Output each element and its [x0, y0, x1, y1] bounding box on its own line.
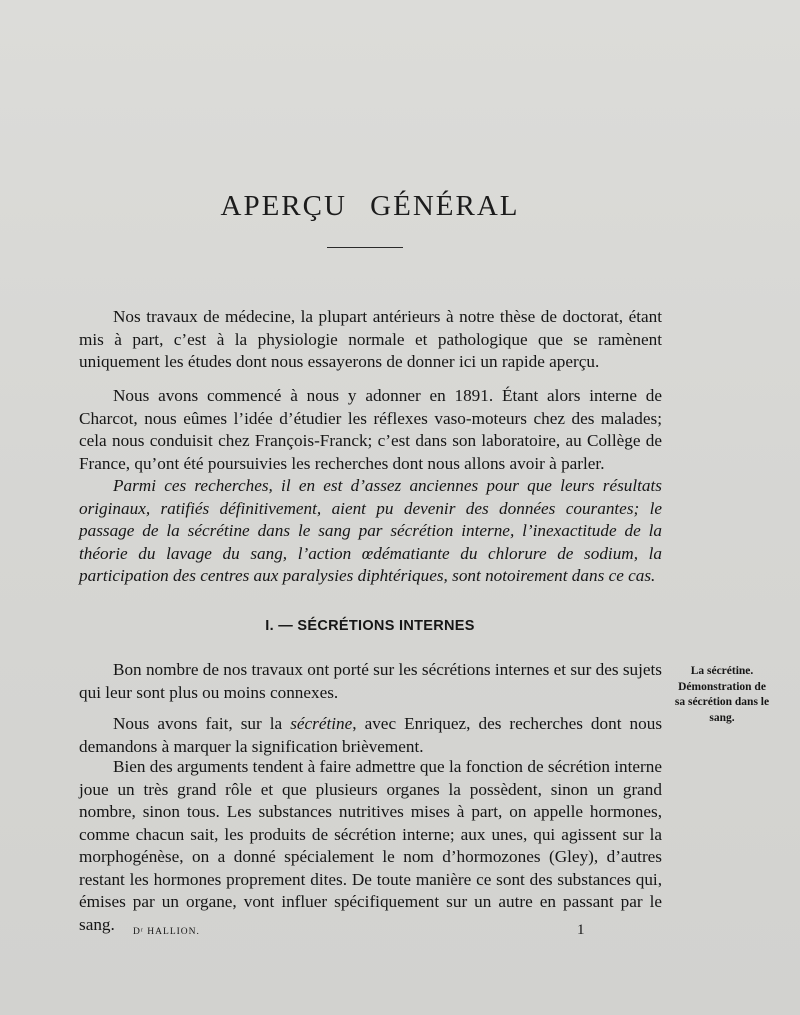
section-paragraph-2	[79, 713, 662, 758]
title-rule	[327, 247, 403, 248]
section-paragraph-1: Bon nombre de nos travaux ont porté sur les sécrétions internes et sur des sujets qui leur sont plus ou moins connexes.	[79, 660, 662, 702]
intro-paragraph-3: Parmi ces recherches, il en est d’assez anciennes pour que leurs résultats originaux, ratifiés définitivement, aient pu devenir des données courantes; le passage de la sécrétine dans le sang par sécrétion interne, l’inexactitude de la théorie du lavage du sang, l’action œdématiante du chlorure de sodium, la participation des centres aux paralysies diphtériques, sont notoirement dans ce cas.	[79, 476, 662, 585]
section-heading: I. — SÉCRÉTIONS INTERNES	[265, 618, 475, 634]
section-paragraph-3: Bien des arguments tendent à faire admettre que la fonction de sécrétion interne joue un très grand rôle et que plusieurs organes la possèdent, sinon un grand nombre, sinon tous. Les substances nutritives mises à part, on appelle hormones, comme chacun sait, les produits de sécrétion interne; aux unes, qui agissent sur la morphogénèse, on a donné spécialement le nom d’hormozones (Gley), d’autres restant les hormones proprement dites. De toute manière ce sont des substances qui, émises par un organe, vont influer spécifiquement sur un autre en passant par le sang.	[79, 757, 662, 934]
page-number: 1	[577, 922, 585, 938]
intro-paragraph-2: Nous avons commencé à nous y adonner en 1891. Étant alors interne de Charcot, nous eûmes l’idée d’étudier les réflexes vaso-moteurs chez des malades; cela nous conduisit chez François-Franck; c’est dans son laboratoire, au Collège de France, qu’ont été poursuivies les recherches dont nous allons avoir à parler.	[79, 386, 662, 473]
section-paragraph-2-after: , avec Enriquez, des recherches dont nous demandons à marquer la signification brièvement.	[79, 714, 663, 756]
intro-paragraph-1: Nos travaux de médecine, la plupart antérieurs à notre thèse de doctorat, étant mis à part, c’est à la physiologie normale et pathologique que se ramènent uniquement les études dont nous essayerons de donner ici un rapide aperçu.	[79, 307, 662, 371]
margin-note: La sécrétine. Démonstration de sa sécrétion dans le sang.	[674, 665, 770, 724]
footer-author: Dʳ HALLION.	[133, 927, 200, 937]
secretine-term: sécrétine	[290, 714, 353, 733]
section-paragraph-2-before: Nous avons fait, sur la	[113, 714, 291, 733]
page-title: APERÇU GÉNÉRAL	[220, 190, 520, 222]
